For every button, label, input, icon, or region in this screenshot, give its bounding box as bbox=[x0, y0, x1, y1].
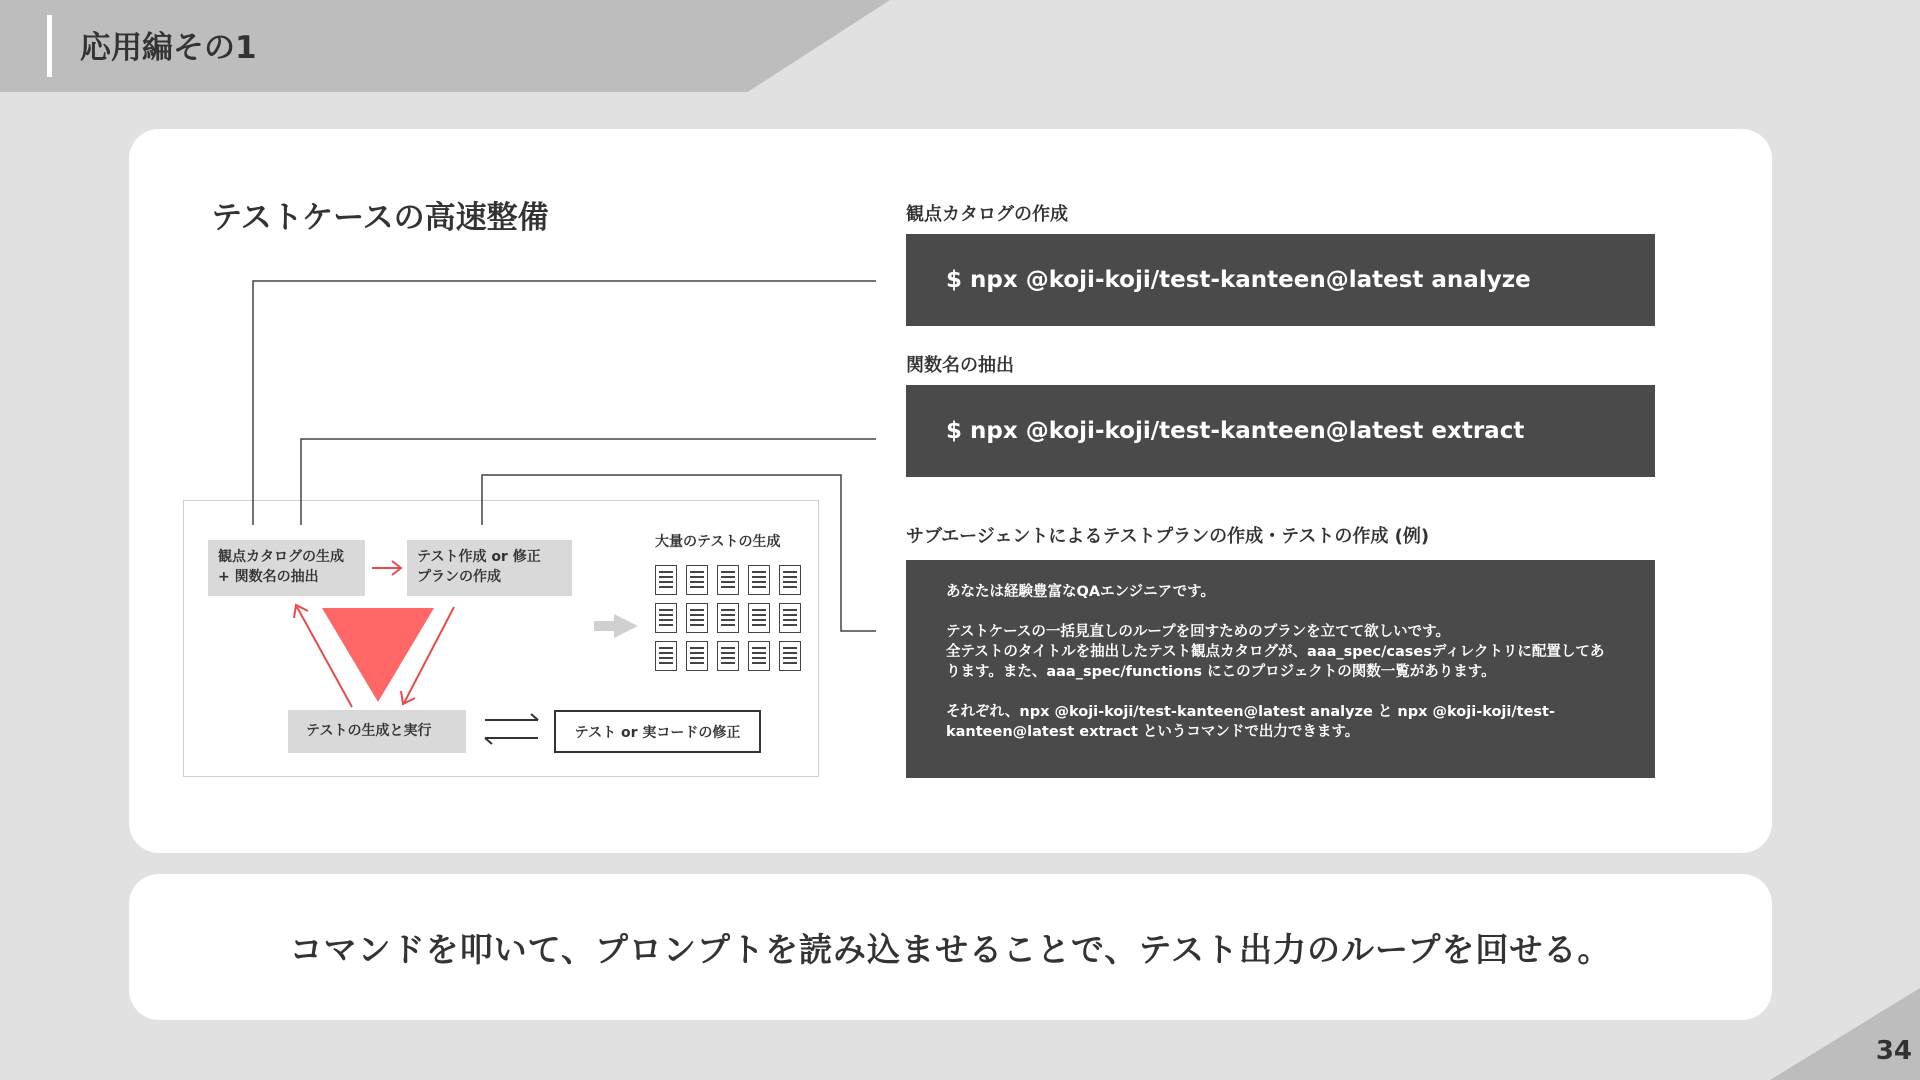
cycle-triangle-icon bbox=[322, 608, 434, 702]
generate-run-box: テストの生成と実行 bbox=[288, 710, 466, 753]
bottom-card bbox=[129, 874, 1772, 1020]
document-icon bbox=[748, 603, 770, 633]
prompt-paragraph-3: それぞれ、npx @koji-koji/test-kanteen@latest analyze と npx @koji-koji/test- kanteen@latest extract というコマンドで出力できます。 bbox=[946, 704, 1556, 740]
catalog-box: 観点カタログの生成 + 関数名の抽出 bbox=[208, 540, 365, 596]
prompt-paragraph-2: テストケースの一括見直しのループを回すためのプランを立てて欲しいです。 全テストのタイトルを抽出したテスト観点カタログが、aaa_spec/casesディレクトリに配置してあ ります。また、aaa_spec/functions にこのプロジェクトの関数一覧があります。 bbox=[946, 624, 1605, 680]
document-icon bbox=[748, 641, 770, 671]
fix-box-label: テスト or 実コードの修正 bbox=[574, 724, 741, 741]
arrow-right-icon bbox=[372, 561, 401, 575]
section-label-extract: 関数名の抽出 bbox=[906, 355, 1014, 376]
document-icon bbox=[655, 565, 677, 595]
document-icon bbox=[779, 641, 801, 671]
document-icon bbox=[686, 641, 708, 671]
document-icon bbox=[686, 603, 708, 633]
arrow-to-docs-icon bbox=[594, 614, 638, 638]
bottom-message: コマンドを叩いて、プロンプトを読み込ませることで、テスト出力のループを回せる。 bbox=[289, 929, 1612, 969]
document-icon bbox=[748, 565, 770, 595]
page-number: 34 bbox=[1875, 1036, 1912, 1066]
document-icon bbox=[655, 603, 677, 633]
fix-box bbox=[554, 710, 761, 753]
connector-line-extract bbox=[301, 439, 876, 525]
connector-line-analyze bbox=[253, 281, 876, 525]
document-icon bbox=[655, 641, 677, 671]
mass-tests-label: 大量のテストの生成 bbox=[655, 534, 781, 550]
page-header-title: 応用編その1 bbox=[80, 30, 257, 66]
section-label-prompt: サブエージェントによるテストプランの作成・テストの作成 (例) bbox=[906, 526, 1430, 547]
main-title: テストケースの高速整備 bbox=[211, 200, 549, 236]
command-text-analyze: $ npx @koji-koji/test-kanteen@latest analyze bbox=[946, 267, 1531, 293]
document-icon bbox=[779, 603, 801, 633]
document-icon-grid bbox=[655, 565, 801, 671]
document-icon bbox=[779, 565, 801, 595]
prompt-paragraph-1: あなたは経験豊富なQAエンジニアです。 bbox=[946, 584, 1215, 600]
document-icon bbox=[717, 641, 739, 671]
document-icon bbox=[717, 603, 739, 633]
swap-arrows-icon bbox=[485, 714, 538, 744]
command-text-extract: $ npx @koji-koji/test-kanteen@latest extract bbox=[946, 418, 1525, 444]
document-icon bbox=[717, 565, 739, 595]
section-label-catalog: 観点カタログの作成 bbox=[906, 204, 1068, 225]
plan-box: テスト作成 or 修正 プランの作成 bbox=[407, 540, 572, 596]
document-icon bbox=[686, 565, 708, 595]
